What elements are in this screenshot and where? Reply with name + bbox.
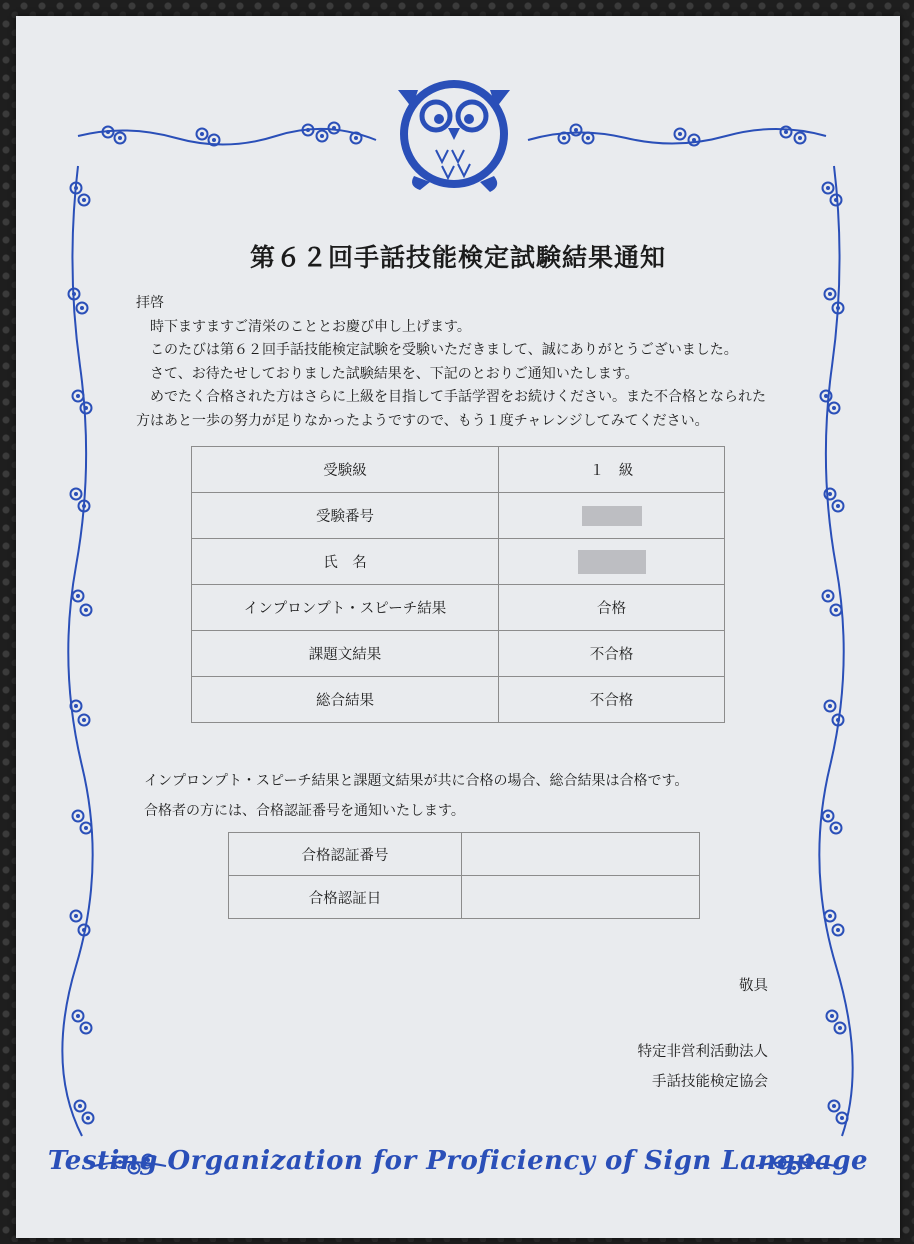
top-right-vine — [528, 125, 826, 146]
exam-number-cell — [499, 493, 725, 539]
document-title: 第６２回手話技能検定試験結果通知 — [249, 243, 666, 272]
table-row — [229, 833, 700, 876]
letter-line: めでたく合格された方はさらに上級を目指して手話学習をお続けください。また不合格となられた — [136, 389, 766, 406]
table-row — [192, 493, 725, 539]
name-cell — [499, 539, 725, 585]
letter-line: 方はあと一歩の努力が足りなかったようですので、もう１度チャレンジしてみてください。 — [136, 412, 709, 429]
row-label: インプロンプト・スピーチ結果 — [192, 585, 499, 631]
organization-name: 手話技能検定協会 — [652, 1074, 768, 1090]
right-vine — [819, 166, 852, 1136]
row-value: 不合格 — [499, 677, 725, 723]
letter-line: このたびは第６２回手話技能検定試験を受験いただきまして、誠にありがとうございました。 — [136, 342, 738, 359]
certificate-paper — [16, 16, 900, 1238]
footer-organization-text: Testing Organization for Proficiency of Sign Language — [47, 1146, 869, 1176]
letter-line: 時下ますますご清栄のこととお慶び申し上げます。 — [136, 318, 471, 335]
owl-logo-icon — [398, 84, 510, 192]
notes — [144, 766, 688, 826]
row-value: １ 級 — [499, 447, 725, 493]
row-value — [462, 876, 700, 919]
certification-table — [228, 832, 700, 919]
row-label: 氏 名 — [192, 539, 499, 585]
row-label: 受験番号 — [192, 493, 499, 539]
row-label: 受験級 — [192, 447, 499, 493]
row-label: 合格認証番号 — [229, 833, 462, 876]
organization-type: 特定非営利活動法人 — [637, 1044, 768, 1060]
top-left-vine — [78, 123, 376, 146]
note-line: 合格者の方には、合格認証番号を通知いたします。 — [144, 803, 465, 819]
letter-line: さて、お待たせしておりました試験結果を、下記のとおりご通知いたします。 — [136, 365, 639, 382]
row-label: 課題文結果 — [192, 631, 499, 677]
letter-body — [136, 292, 796, 434]
letter-line: 拝啓 — [136, 295, 164, 311]
row-value: 不合格 — [499, 631, 725, 677]
table-row — [192, 447, 725, 493]
closing-phrase: 敬具 — [739, 978, 768, 994]
table-row — [229, 876, 700, 919]
table-row — [192, 677, 725, 723]
left-vine — [62, 166, 93, 1136]
row-value — [462, 833, 700, 876]
row-value: 合格 — [499, 585, 725, 631]
redacted-block — [578, 550, 646, 574]
table-row — [192, 585, 725, 631]
note-line: インプロンプト・スピーチ結果と課題文結果が共に合格の場合、総合結果は合格です。 — [144, 773, 689, 789]
table-row — [192, 539, 725, 585]
results-table — [191, 446, 725, 723]
table-row — [192, 631, 725, 677]
redacted-block — [582, 506, 642, 526]
row-label: 総合結果 — [192, 677, 499, 723]
row-label: 合格認証日 — [229, 876, 462, 919]
